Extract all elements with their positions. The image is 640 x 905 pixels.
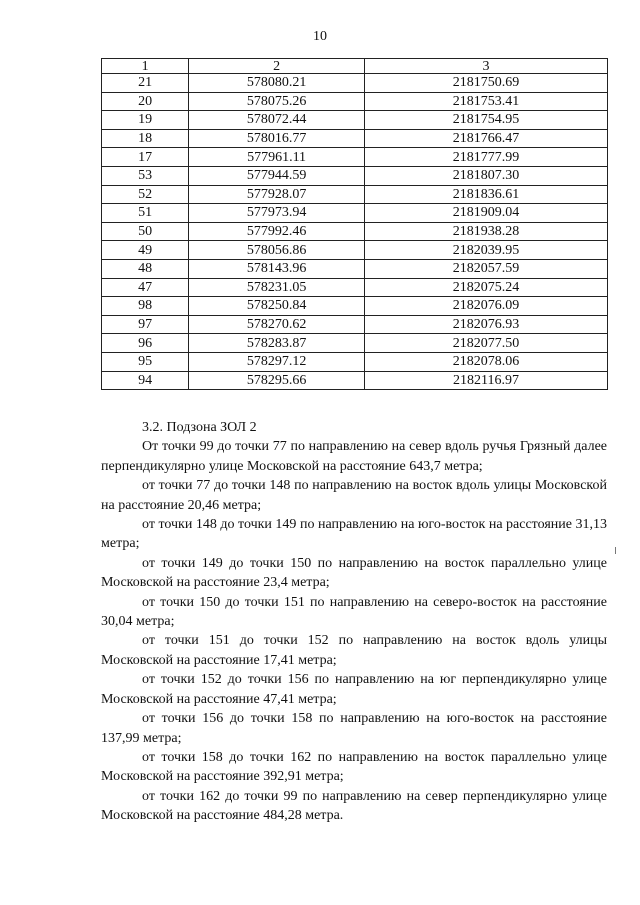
- cell-x-coordinate: 578270.62: [189, 315, 365, 334]
- cell-y-coordinate: 2182076.09: [364, 297, 607, 316]
- cell-y-coordinate: 2181807.30: [364, 166, 607, 185]
- coordinates-table: [101, 58, 608, 390]
- cell-x-coordinate: 577961.11: [189, 148, 365, 167]
- cell-x-coordinate: 578016.77: [189, 129, 365, 148]
- cell-y-coordinate: 2181909.04: [364, 204, 607, 223]
- cell-point-number: 20: [102, 92, 189, 111]
- cell-y-coordinate: 2182078.06: [364, 352, 607, 371]
- cell-x-coordinate: 577928.07: [189, 185, 365, 204]
- segment-paragraph: от точки 152 до точки 156 по направлению на юг перпендикулярно улице Московской на расстояние 47,41 метра;: [101, 672, 607, 707]
- table-row: [102, 129, 608, 148]
- cell-point-number: 47: [102, 278, 189, 297]
- cell-x-coordinate: 578297.12: [189, 352, 365, 371]
- segment-paragraph: от точки 149 до точки 150 по направлению на восток параллельно улице Московской на расстояние 23,4 метра;: [101, 555, 607, 591]
- table-row: [102, 278, 608, 297]
- cell-point-number: 98: [102, 297, 189, 316]
- cell-point-number: 96: [102, 334, 189, 353]
- segment-paragraph: от точки 77 до точки 148 по направлению на восток вдоль улицы Московской на расстояние 20,46 метра;: [101, 478, 607, 513]
- table-row: [102, 259, 608, 278]
- cell-point-number: 95: [102, 352, 189, 371]
- cell-y-coordinate: 2181777.99: [364, 148, 607, 167]
- table-row: [102, 352, 608, 371]
- cell-point-number: 53: [102, 166, 189, 185]
- cell-y-coordinate: 2182077.50: [364, 334, 607, 353]
- cell-point-number: 94: [102, 371, 189, 390]
- table-row: [102, 371, 608, 390]
- segment-paragraph: от точки 158 до точки 162 по направлению на восток параллельно улице Московской на расстояние 392,91 метра;: [101, 749, 607, 785]
- cell-y-coordinate: 2182075.24: [364, 278, 607, 297]
- cell-x-coordinate: 578080.21: [189, 74, 365, 93]
- cell-point-number: 48: [102, 259, 189, 278]
- cell-y-coordinate: 2182039.95: [364, 241, 607, 260]
- table-row: [102, 204, 608, 223]
- table-row: [102, 92, 608, 111]
- cell-x-coordinate: 578056.86: [189, 241, 365, 260]
- cell-x-coordinate: 578231.05: [189, 278, 365, 297]
- table-row: [102, 74, 608, 93]
- cell-point-number: 50: [102, 222, 189, 241]
- cell-point-number: 49: [102, 241, 189, 260]
- paragraph-list: [101, 437, 607, 825]
- cell-point-number: 51: [102, 204, 189, 223]
- section-heading: 3.2. Подзона ЗОЛ 2: [142, 420, 257, 435]
- cell-point-number: 18: [102, 129, 189, 148]
- table-row: [102, 241, 608, 260]
- column-header-x: 2: [189, 59, 365, 74]
- cell-y-coordinate: 2182116.97: [364, 371, 607, 390]
- zone-description: [101, 418, 607, 826]
- cell-point-number: 19: [102, 111, 189, 130]
- cell-x-coordinate: 578250.84: [189, 297, 365, 316]
- cell-y-coordinate: 2181938.28: [364, 222, 607, 241]
- cell-y-coordinate: 2182076.93: [364, 315, 607, 334]
- cell-point-number: 17: [102, 148, 189, 167]
- cell-y-coordinate: 2181753.41: [364, 92, 607, 111]
- table-row: [102, 315, 608, 334]
- table-row: [102, 334, 608, 353]
- table-row: [102, 297, 608, 316]
- segment-paragraph: от точки 150 до точки 151 по направлению на северо-восток на расстояние 30,04 метра;: [101, 594, 607, 630]
- scan-artifact: [615, 547, 616, 554]
- column-header-point: 1: [102, 59, 189, 74]
- cell-x-coordinate: 578143.96: [189, 259, 365, 278]
- cell-x-coordinate: 578295.66: [189, 371, 365, 390]
- cell-point-number: 21: [102, 74, 189, 93]
- segment-paragraph: от точки 151 до точки 152 по направлению на восток вдоль улицы Московской на расстояние 17,41 метра;: [101, 633, 607, 668]
- cell-x-coordinate: 577992.46: [189, 222, 365, 241]
- table-row: [102, 111, 608, 130]
- segment-paragraph: от точки 156 до точки 158 по направлению на юго-восток на расстояние 137,99 метра;: [101, 711, 607, 746]
- cell-y-coordinate: 2181750.69: [364, 74, 607, 93]
- table-row: [102, 166, 608, 185]
- cell-x-coordinate: 577944.59: [189, 166, 365, 185]
- cell-y-coordinate: 2181766.47: [364, 129, 607, 148]
- segment-paragraph: от точки 162 до точки 99 по направлению на север перпендикулярно улице Московской на расстояние 484,28 метра.: [101, 788, 607, 824]
- table-body: [102, 74, 608, 390]
- cell-y-coordinate: 2182057.59: [364, 259, 607, 278]
- segment-paragraph: От точки 99 до точки 77 по направлению на север вдоль ручья Грязный далее перпендикулярно улице Московской на расстояние 643,7 метра;: [101, 439, 607, 474]
- table-row: [102, 222, 608, 241]
- cell-x-coordinate: 577973.94: [189, 204, 365, 223]
- column-header-y: 3: [364, 59, 607, 74]
- page-number: 10: [313, 29, 327, 44]
- cell-y-coordinate: 2181754.95: [364, 111, 607, 130]
- table-row: [102, 185, 608, 204]
- cell-x-coordinate: 578072.44: [189, 111, 365, 130]
- table-header-row: [102, 59, 608, 74]
- table-row: [102, 148, 608, 167]
- cell-y-coordinate: 2181836.61: [364, 185, 607, 204]
- cell-point-number: 97: [102, 315, 189, 334]
- cell-x-coordinate: 578283.87: [189, 334, 365, 353]
- cell-x-coordinate: 578075.26: [189, 92, 365, 111]
- segment-paragraph: от точки 148 до точки 149 по направлению на юго-восток на расстояние 31,13 метра;: [101, 517, 607, 552]
- cell-point-number: 52: [102, 185, 189, 204]
